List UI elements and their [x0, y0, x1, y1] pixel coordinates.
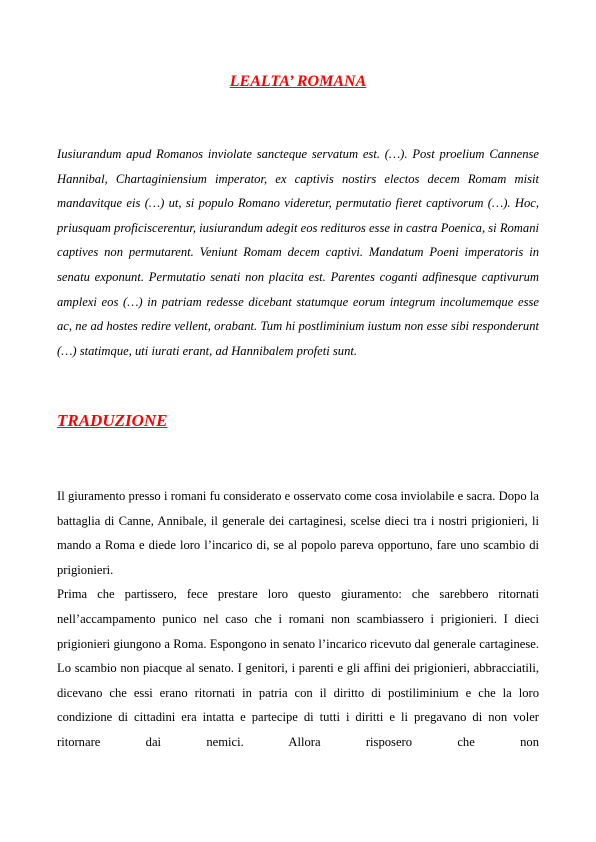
translation-body	[57, 484, 539, 755]
translation-paragraph-1: Il giuramento presso i romani fu considerato e osservato come cosa inviolabile e sacra. Dopo la battaglia di Canne, Annibale, il generale dei cartaginesi, scelse dieci tra i nostri prigionieri, li mando a Roma e diede loro l’incarico di, se al popolo pareva opportuno, fare uno scambio di prigionieri.	[57, 489, 539, 577]
translation-paragraph-2: Prima che partissero, fece prestare loro questo giuramento: che sarebbero ritornati nell’accampamento punico nel caso che i romani non scambiassero i prigionieri. I dieci prigionieri giungono a Roma. Espongono in senato l’incarico ricevuto dal generale cartaginese. Lo scambio non piacque al senato. I genitori, i parenti e gli affini dei prigionieri, abbracciatili, dicevano che essi erano ritornati in patria con il diritto di postiliminium e che la loro condizione di cittadini era intatta e partecipe di tutti i diritti e li pregavano di non voler ritornare dai nemici. Allora risposero che non	[57, 587, 539, 749]
latin-text-paragraph: Iusiurandum apud Romanos inviolate sancteque servatum est. (…). Post proelium Cannense Hannibal, Chartaginiensium imperator, ex captivis nostirs electos decem Romam misit mandavitque eis (…) ut, si populo Romano videretur, permutatio fieret captivorum (…). Hoc, priusquam proficiscerentur, iusiurandum adegit eos redituros esse in castra Poenica, si Romani captives non permutarent. Veniunt Romam decem captivi. Mandatum Poeni imperatoris in senatu exponunt. Permutatio senati non placita est. Parentes coganti adfinesque captivurum amplexi eos (…) in patriam redesse dicebant statumque eorum integrum incolumemque esse ac, ne ad hostes redire vellent, orabant. Tum hi postliminium iustum non esse sibi responderunt (…) statimque, uti iurati erant, ad Hannibalem profeti sunt.	[57, 147, 539, 358]
page-title: LEALTA’ ROMANA	[229, 73, 367, 90]
section-title-traduzione: TRADUZIONE	[57, 411, 168, 430]
